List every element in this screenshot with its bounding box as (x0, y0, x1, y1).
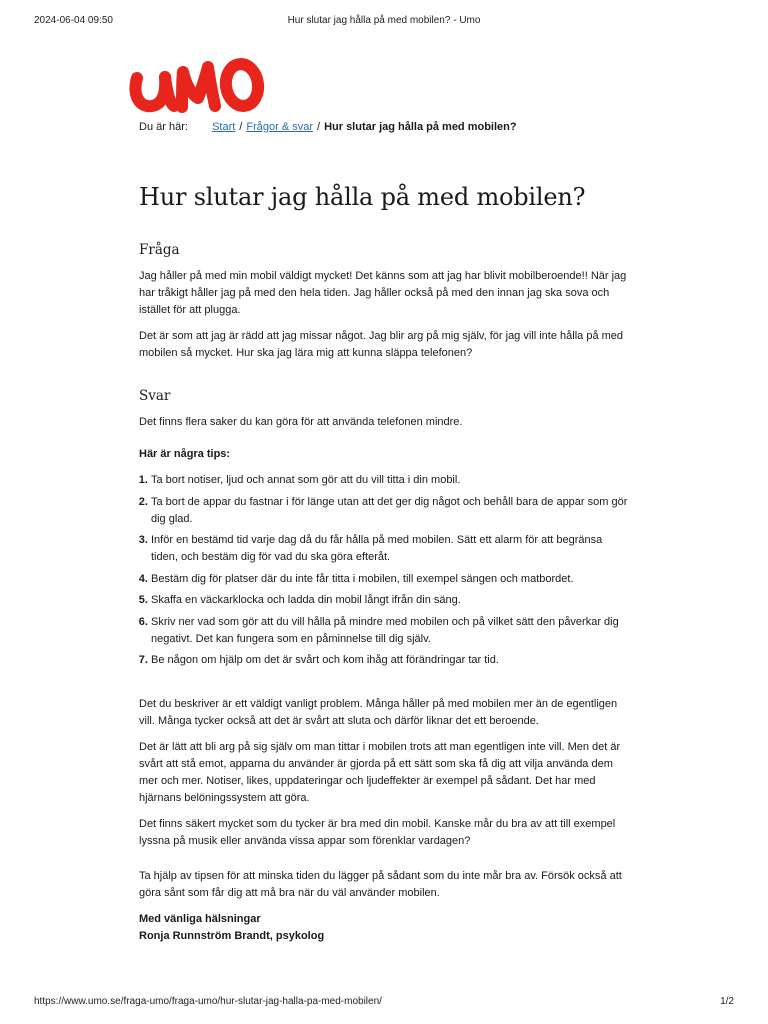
tip-item: 7. Be någon om hjälp om det är svårt och kom ihåg att förändringar tar tid. (151, 652, 629, 669)
breadcrumb-lead: Du är här: (139, 121, 188, 133)
answer-paragraph: Det du beskriver är ett väldigt vanligt problem. Många håller på med mobilen mer än de egentligen vill. Många tycker också att det är svårt att sluta och därför liknar det ett beroende. (139, 698, 618, 727)
print-page-number: 1/2 (720, 996, 734, 1007)
question-paragraph: Jag håller på med min mobil väldigt mycket! Det känns som att jag har blivit mobilberoende!! När jag har tråkigt håller jag på med den hela tiden. Jag håller också på med den innan jag ska sova och istället för att plugga. (139, 270, 627, 316)
breadcrumb-separator: / (239, 121, 243, 133)
umo-logo[interactable] (128, 52, 268, 118)
page-title: Hur slutar jag hålla på med mobilen? (139, 183, 586, 211)
breadcrumb (139, 121, 517, 133)
breadcrumb-current: Hur slutar jag hålla på med mobilen? (324, 121, 517, 133)
print-page-title: Hur slutar jag hålla på med mobilen? - Umo (287, 15, 481, 26)
tip-item: 3. Inför en bestämd tid varje dag då du får hålla på med mobilen. Sätt ett alarm för att begränsa tiden, och bestäm dig för vad du ska göra efteråt. (151, 532, 629, 566)
print-footer (34, 996, 734, 1010)
question-heading: Fråga (139, 242, 180, 258)
article (139, 180, 629, 945)
answer-paragraph: Det är lätt att bli arg på sig själv om man tittar i mobilen trots att man egentligen inte vill. Men det är svårt att stå emot, apparna du använder är gjorda på ett sätt som ska få dig att vilja använda dem mer och mer. Notiser, likes, uppdateringar och ljudeffekter är exempel på sådant. Det har med hjärnans belöningssystem att göra. (139, 741, 621, 804)
question-paragraph: Det är som att jag är rädd att jag missar något. Jag blir arg på mig själv, för jag vill inte hålla på med mobilen så mycket. Hur ska jag lära mig att kunna släppa telefonen? (139, 330, 624, 359)
tips-list (139, 472, 629, 669)
answer-intro: Det finns flera saker du kan göra för att använda telefonen mindre. (139, 416, 463, 428)
breadcrumb-link-start[interactable]: Start (212, 121, 236, 133)
answer-paragraph: Ta hjälp av tipsen för att minska tiden du lägger på sådant som du inte mår bra av. Försök också att göra sånt som får dig att må bra när du väl använder mobilen. (139, 870, 622, 899)
breadcrumb-separator: / (317, 121, 321, 133)
tip-item: 5. Skaffa en väckarklocka och ladda din mobil långt ifrån din säng. (151, 592, 629, 609)
tip-item: 6. Skriv ner vad som gör att du vill hålla på mindre med mobilen och på vilket sätt den påverkar dig negativt. Det kan fungera som en påminnelse till dig själv. (151, 614, 629, 648)
breadcrumb-link-fragor-svar[interactable]: Frågor & svar (246, 121, 313, 133)
tip-item: 2. Ta bort de appar du fastnar i för länge utan att det ger dig något och behåll bara de appar som gör dig glad. (151, 494, 629, 528)
signoff: Med vänliga hälsningar (139, 913, 261, 925)
print-header (34, 15, 734, 29)
umo-logo-graphic (128, 52, 268, 118)
answer-heading: Svar (139, 388, 171, 404)
print-url: https://www.umo.se/fraga-umo/fraga-umo/hur-slutar-jag-halla-pa-med-mobilen/ (34, 996, 382, 1007)
tip-item: 4. Bestäm dig för platser där du inte får titta i mobilen, till exempel sängen och matbordet. (151, 571, 629, 588)
print-timestamp: 2024-06-04 09:50 (34, 15, 113, 26)
author: Ronja Runnström Brandt, psykolog (139, 930, 325, 942)
answer-paragraph: Det finns säkert mycket som du tycker är bra med din mobil. Kanske mår du bra av att till exempel lyssna på musik eller använda vissa appar som förenklar vardagen? (139, 818, 616, 847)
tip-item: 1. Ta bort notiser, ljud och annat som gör att du vill titta i din mobil. (151, 472, 629, 489)
tips-heading: Här är några tips: (139, 448, 231, 460)
